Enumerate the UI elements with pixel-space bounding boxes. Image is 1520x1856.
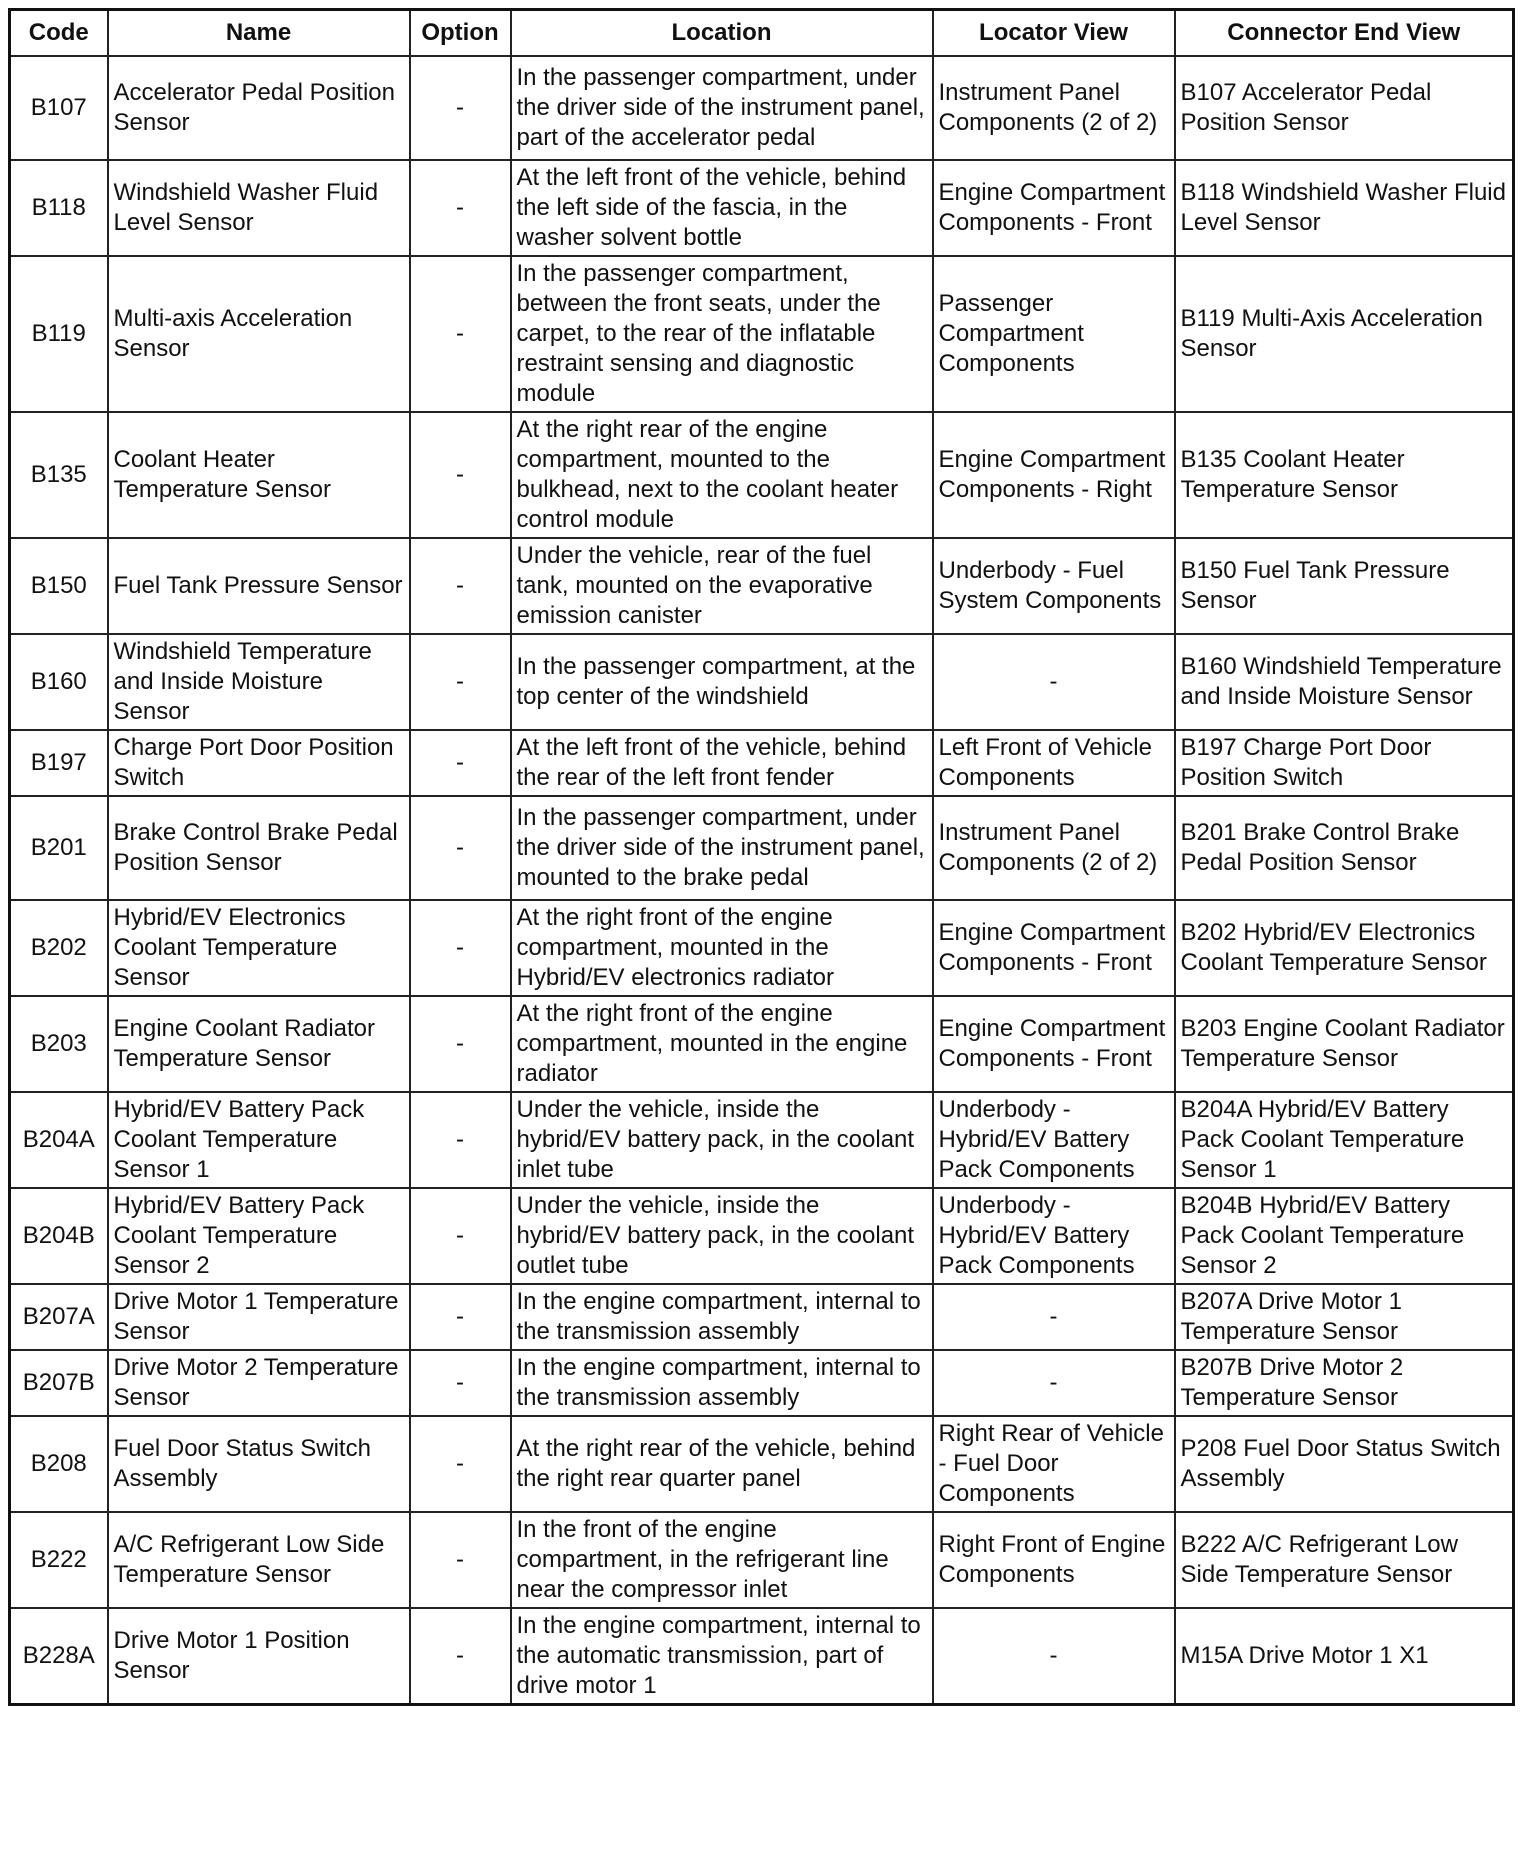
code-cell: B201 (10, 796, 108, 900)
locator-view-cell: Engine Compartment Components - Front (933, 996, 1175, 1092)
location-cell: Under the vehicle, inside the hybrid/EV battery pack, in the coolant inlet tube (511, 1092, 933, 1188)
name-cell: A/C Refrigerant Low Side Temperature Sensor (108, 1512, 410, 1608)
header-location: Location (511, 10, 933, 57)
table-container (8, 8, 1512, 1706)
name-cell: Coolant Heater Temperature Sensor (108, 412, 410, 538)
option-cell: - (410, 996, 511, 1092)
header-option: Option (410, 10, 511, 57)
option-cell: - (410, 256, 511, 412)
code-cell: B203 (10, 996, 108, 1092)
connector-end-view-cell: B135 Coolant Heater Temperature Sensor (1175, 412, 1514, 538)
table-row (10, 256, 1514, 412)
locator-view-cell: Underbody - Hybrid/EV Battery Pack Components (933, 1188, 1175, 1284)
table-row (10, 900, 1514, 996)
name-cell: Engine Coolant Radiator Temperature Sensor (108, 996, 410, 1092)
name-cell: Drive Motor 1 Position Sensor (108, 1608, 410, 1705)
location-cell: In the passenger compartment, under the driver side of the instrument panel, mounted to the brake pedal (511, 796, 933, 900)
option-cell: - (410, 56, 511, 160)
name-cell: Drive Motor 1 Temperature Sensor (108, 1284, 410, 1350)
location-cell: At the right rear of the engine compartment, mounted to the bulkhead, next to the coolant heater control module (511, 412, 933, 538)
table-row (10, 1608, 1514, 1705)
code-cell: B207B (10, 1350, 108, 1416)
connector-end-view-cell: B203 Engine Coolant Radiator Temperature Sensor (1175, 996, 1514, 1092)
code-cell: B228A (10, 1608, 108, 1705)
location-cell: At the right front of the engine compartment, mounted in the engine radiator (511, 996, 933, 1092)
locator-view-cell: Engine Compartment Components - Front (933, 900, 1175, 996)
location-cell: At the right rear of the vehicle, behind the right rear quarter panel (511, 1416, 933, 1512)
locator-view-cell: Left Front of Vehicle Components (933, 730, 1175, 796)
name-cell: Hybrid/EV Battery Pack Coolant Temperature Sensor 1 (108, 1092, 410, 1188)
table-row (10, 1350, 1514, 1416)
option-cell: - (410, 1416, 511, 1512)
name-cell: Drive Motor 2 Temperature Sensor (108, 1350, 410, 1416)
code-cell: B208 (10, 1416, 108, 1512)
connector-end-view-cell: B207A Drive Motor 1 Temperature Sensor (1175, 1284, 1514, 1350)
table-row (10, 730, 1514, 796)
table-row (10, 538, 1514, 634)
code-cell: B119 (10, 256, 108, 412)
option-cell: - (410, 900, 511, 996)
locator-view-cell: Right Front of Engine Components (933, 1512, 1175, 1608)
option-cell: - (410, 160, 511, 256)
name-cell: Windshield Washer Fluid Level Sensor (108, 160, 410, 256)
header-name: Name (108, 10, 410, 57)
header-row (10, 10, 1514, 57)
code-cell: B204B (10, 1188, 108, 1284)
table-row (10, 796, 1514, 900)
option-cell: - (410, 634, 511, 730)
name-cell: Windshield Temperature and Inside Moisture Sensor (108, 634, 410, 730)
option-cell: - (410, 1350, 511, 1416)
option-cell: - (410, 1512, 511, 1608)
name-cell: Accelerator Pedal Position Sensor (108, 56, 410, 160)
connector-end-view-cell: B160 Windshield Temperature and Inside Moisture Sensor (1175, 634, 1514, 730)
location-cell: In the passenger compartment, under the driver side of the instrument panel, part of the accelerator pedal (511, 56, 933, 160)
location-cell: In the engine compartment, internal to the transmission assembly (511, 1284, 933, 1350)
code-cell: B202 (10, 900, 108, 996)
locator-view-cell: Instrument Panel Components (2 of 2) (933, 796, 1175, 900)
location-cell: At the right front of the engine compartment, mounted in the Hybrid/EV electronics radiator (511, 900, 933, 996)
table-row (10, 634, 1514, 730)
option-cell: - (410, 1284, 511, 1350)
locator-view-cell: Engine Compartment Components - Right (933, 412, 1175, 538)
connector-end-view-cell: B118 Windshield Washer Fluid Level Sensor (1175, 160, 1514, 256)
option-cell: - (410, 412, 511, 538)
locator-view-cell: - (933, 1608, 1175, 1705)
code-cell: B135 (10, 412, 108, 538)
connector-end-view-cell: B222 A/C Refrigerant Low Side Temperature Sensor (1175, 1512, 1514, 1608)
name-cell: Hybrid/EV Battery Pack Coolant Temperature Sensor 2 (108, 1188, 410, 1284)
table-row (10, 412, 1514, 538)
name-cell: Fuel Door Status Switch Assembly (108, 1416, 410, 1512)
code-cell: B107 (10, 56, 108, 160)
location-cell: Under the vehicle, inside the hybrid/EV battery pack, in the coolant outlet tube (511, 1188, 933, 1284)
connector-end-view-cell: B119 Multi-Axis Acceleration Sensor (1175, 256, 1514, 412)
connector-end-view-cell: B201 Brake Control Brake Pedal Position Sensor (1175, 796, 1514, 900)
name-cell: Charge Port Door Position Switch (108, 730, 410, 796)
location-cell: In the passenger compartment, at the top center of the windshield (511, 634, 933, 730)
option-cell: - (410, 1188, 511, 1284)
table-row (10, 1284, 1514, 1350)
code-cell: B204A (10, 1092, 108, 1188)
locator-view-cell: Passenger Compartment Components (933, 256, 1175, 412)
locator-view-cell: - (933, 1284, 1175, 1350)
locator-view-cell: - (933, 634, 1175, 730)
table-row (10, 1092, 1514, 1188)
connector-end-view-cell: B150 Fuel Tank Pressure Sensor (1175, 538, 1514, 634)
table-row (10, 160, 1514, 256)
option-cell: - (410, 538, 511, 634)
connector-end-view-cell: P208 Fuel Door Status Switch Assembly (1175, 1416, 1514, 1512)
code-cell: B150 (10, 538, 108, 634)
code-cell: B160 (10, 634, 108, 730)
table-row (10, 56, 1514, 160)
option-cell: - (410, 730, 511, 796)
code-cell: B207A (10, 1284, 108, 1350)
option-cell: - (410, 796, 511, 900)
location-cell: In the engine compartment, internal to the automatic transmission, part of drive motor 1 (511, 1608, 933, 1705)
table-body (10, 56, 1514, 1705)
location-cell: At the left front of the vehicle, behind the left side of the fascia, in the washer solvent bottle (511, 160, 933, 256)
name-cell: Hybrid/EV Electronics Coolant Temperature Sensor (108, 900, 410, 996)
component-locator-table (8, 8, 1515, 1706)
name-cell: Multi-axis Acceleration Sensor (108, 256, 410, 412)
header-code: Code (10, 10, 108, 57)
location-cell: In the engine compartment, internal to the transmission assembly (511, 1350, 933, 1416)
location-cell: In the front of the engine compartment, in the refrigerant line near the compressor inlet (511, 1512, 933, 1608)
connector-end-view-cell: B202 Hybrid/EV Electronics Coolant Temperature Sensor (1175, 900, 1514, 996)
code-cell: B197 (10, 730, 108, 796)
table-row (10, 996, 1514, 1092)
locator-view-cell: Right Rear of Vehicle - Fuel Door Components (933, 1416, 1175, 1512)
location-cell: Under the vehicle, rear of the fuel tank, mounted on the evaporative emission canister (511, 538, 933, 634)
connector-end-view-cell: M15A Drive Motor 1 X1 (1175, 1608, 1514, 1705)
connector-end-view-cell: B204A Hybrid/EV Battery Pack Coolant Temperature Sensor 1 (1175, 1092, 1514, 1188)
table-row (10, 1416, 1514, 1512)
option-cell: - (410, 1092, 511, 1188)
locator-view-cell: Instrument Panel Components (2 of 2) (933, 56, 1175, 160)
header-connector-end-view: Connector End View (1175, 10, 1514, 57)
connector-end-view-cell: B204B Hybrid/EV Battery Pack Coolant Temperature Sensor 2 (1175, 1188, 1514, 1284)
connector-end-view-cell: B107 Accelerator Pedal Position Sensor (1175, 56, 1514, 160)
connector-end-view-cell: B207B Drive Motor 2 Temperature Sensor (1175, 1350, 1514, 1416)
locator-view-cell: Underbody - Hybrid/EV Battery Pack Components (933, 1092, 1175, 1188)
name-cell: Brake Control Brake Pedal Position Sensor (108, 796, 410, 900)
table-row (10, 1512, 1514, 1608)
name-cell: Fuel Tank Pressure Sensor (108, 538, 410, 634)
table-row (10, 1188, 1514, 1284)
locator-view-cell: Underbody - Fuel System Components (933, 538, 1175, 634)
code-cell: B118 (10, 160, 108, 256)
code-cell: B222 (10, 1512, 108, 1608)
location-cell: In the passenger compartment, between the front seats, under the carpet, to the rear of the inflatable restraint sensing and diagnostic module (511, 256, 933, 412)
option-cell: - (410, 1608, 511, 1705)
locator-view-cell: Engine Compartment Components - Front (933, 160, 1175, 256)
locator-view-cell: - (933, 1350, 1175, 1416)
connector-end-view-cell: B197 Charge Port Door Position Switch (1175, 730, 1514, 796)
location-cell: At the left front of the vehicle, behind the rear of the left front fender (511, 730, 933, 796)
header-locator-view: Locator View (933, 10, 1175, 57)
